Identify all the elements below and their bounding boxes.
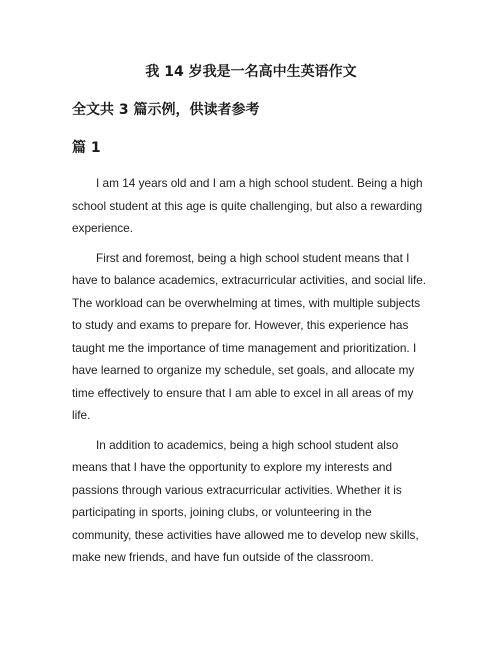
paragraph-1: I am 14 years old and I am a high school student. Being a high school student at this age is quite challenging, but also a rewarding experience. [72,176,423,235]
document-title: 我 14 岁我是一名高中生英语作文 [145,64,357,80]
essay-body [72,172,432,576]
section-heading: 篇 1 [72,140,101,156]
paragraph-2: First and foremost, being a high school student means that I have to balance academics, extracurricular activities, and social life. The workload can be overwhelming at times, with multiple subjects to study and exams to prepare for. However, this experience has taught me the importance of time management and prioritization. I have learned to organize my schedule, set goals, and allocate my time effectively to ensure that I am able to excel in all areas of my life. [72,250,427,422]
paragraph-3: In addition to academics, being a high school student also means that I have the opportunity to explore my interests and passions through various extracurricular activities. Whether it is participating in sports, joining clubs, or volunteering in the community, these activities have allowed me to develop new skills, make new friends, and have fun outside of the classroom. [72,437,419,564]
document-subtitle: 全文共 3 篇示例，供读者参考 [72,102,260,118]
